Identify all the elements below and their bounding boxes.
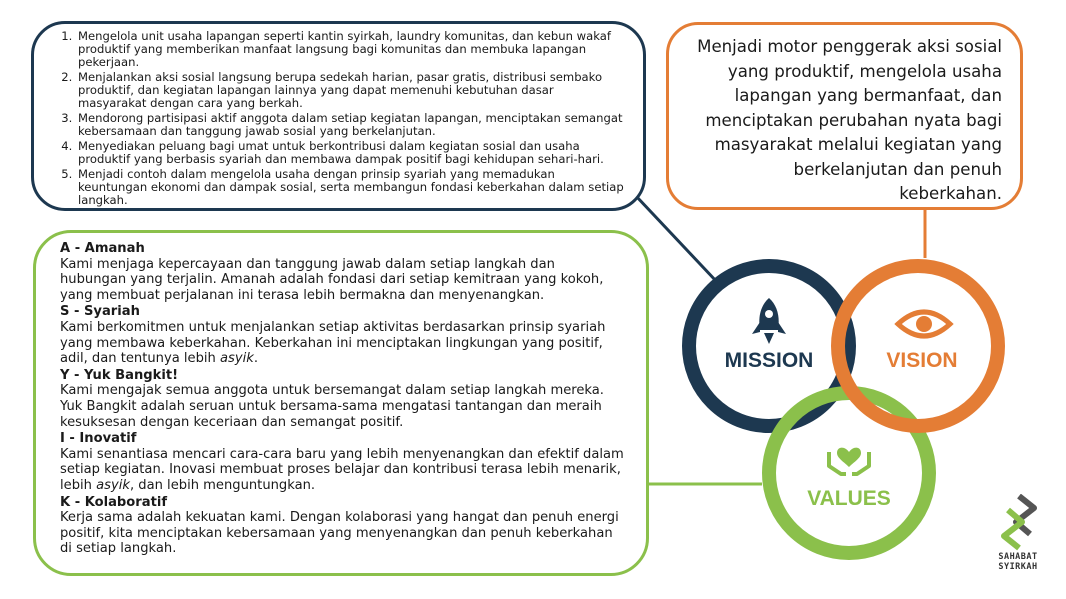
value-desc-text: , dan lebih menguntungkan. [129,477,316,493]
mission-item: 5. Menjadi contoh dalam mengelola usaha dengan prinsip syariah yang memadukan keuntungan ekonomi dan dampak sosial, serta membangun fondasi keberkahan dalam setiap langkah. [76,168,625,207]
value-title: K - Kolaboratif [60,494,168,510]
eye-icon [898,312,950,336]
value-desc: Kerja sama adalah kekuatan kami. Dengan kolaborasi yang hangat dan penuh energi positif, kita menciptakan kebersamaan yang menyenangkan dan penuh keberkahan di setiap langkah. [60,510,619,557]
value-title: I - Inovatif [60,431,137,447]
value-title: Y - Yuk Bangkit! [60,367,179,383]
values-label: VALUES [807,487,891,510]
mission-item: 4. Menyediakan peluang bagi umat untuk berkontribusi dalam kegiatan sosial dan usaha produktif yang berbasis syariah dan membawa dampak positif bagi kehidupan sehari-hari. [76,140,625,166]
values-circle [769,393,929,553]
logo-line: SYIRKAH [998,562,1038,572]
value-title: A - Amanah [60,241,145,256]
mission-label: MISSION [724,349,814,372]
rocket-icon [752,298,786,344]
value-desc: Kami mengajak semua anggota untuk bersemangat dalam setiap langkah mereka. Yuk Bangkit adalah seruan untuk bersama-sama mengatasi tantangan dan meraih kesuksesan dengan keceriaan dan semangat positif. [60,383,604,430]
value-desc-text: . [253,351,258,367]
value-desc-emphasis: asyik [96,477,130,493]
vision-label: VISION [886,349,958,372]
value-title: S - Syariah [60,304,140,320]
mission-item: 2. Menjalankan aksi sosial langsung berupa sedekah harian, pasar gratis, distribusi sembako produktif, dan kegiatan lapangan lainnya yang dapat memenuhi kebutuhan dasar masyarakat dengan cara yang berkah. [76,71,625,110]
value-desc-text: Kami senantiasa mencari cara-cara baru yang lebih menyenangkan dan efektif dalam setiap kegiatan. Inovasi membuat proses belajar dan kontribusi terasa lebih menarik, lebih [60,446,624,493]
vision-circle [838,266,998,426]
value-desc: Kami menjaga kepercayaan dan tanggung jawab dalam setiap langkah dan hubungan yang terjalin. Amanah adalah fondasi dari setiap kemitraan yang kokoh, yang membuat perjalanan ini terasa lebih bermakna dan menyenangkan. [60,256,604,303]
vision-text: Menjadi motor penggerak aksi sosial yang produktif, mengelola usaha lapangan yang bermanfaat, dan menciptakan perubahan nyata bagi masyarakat melalui kegiatan yang berkelanjutan dan penuh keberkahan. [697,37,1002,203]
mission-item: 3. Mendorong partisipasi aktif anggota dalam setiap kegiatan lapangan, menciptakan semangat kebersamaan dan tanggung jawab sosial yang berkelanjutan. [76,112,625,138]
logo-text [988,552,1048,572]
value-desc-emphasis: asyik [220,351,254,367]
hands-heart-icon [829,448,869,474]
value-desc-text: Kami berkomitmen untuk menjalankan setiap aktivitas berdasarkan prinsip syariah yang membawa keberkahan. Keberkahan ini menciptakan lingkungan yang positif, adil, dan tentunya lebih [60,319,606,367]
mission-item: 1. Mengelola unit usaha lapangan seperti kantin syirkah, laundry komunitas, dan kebun wakaf produktif yang memberikan manfaat langsung bagi komunitas dan membuka lapangan pekerjaan. [76,30,625,69]
logo-line: SAHABAT [998,552,1038,562]
